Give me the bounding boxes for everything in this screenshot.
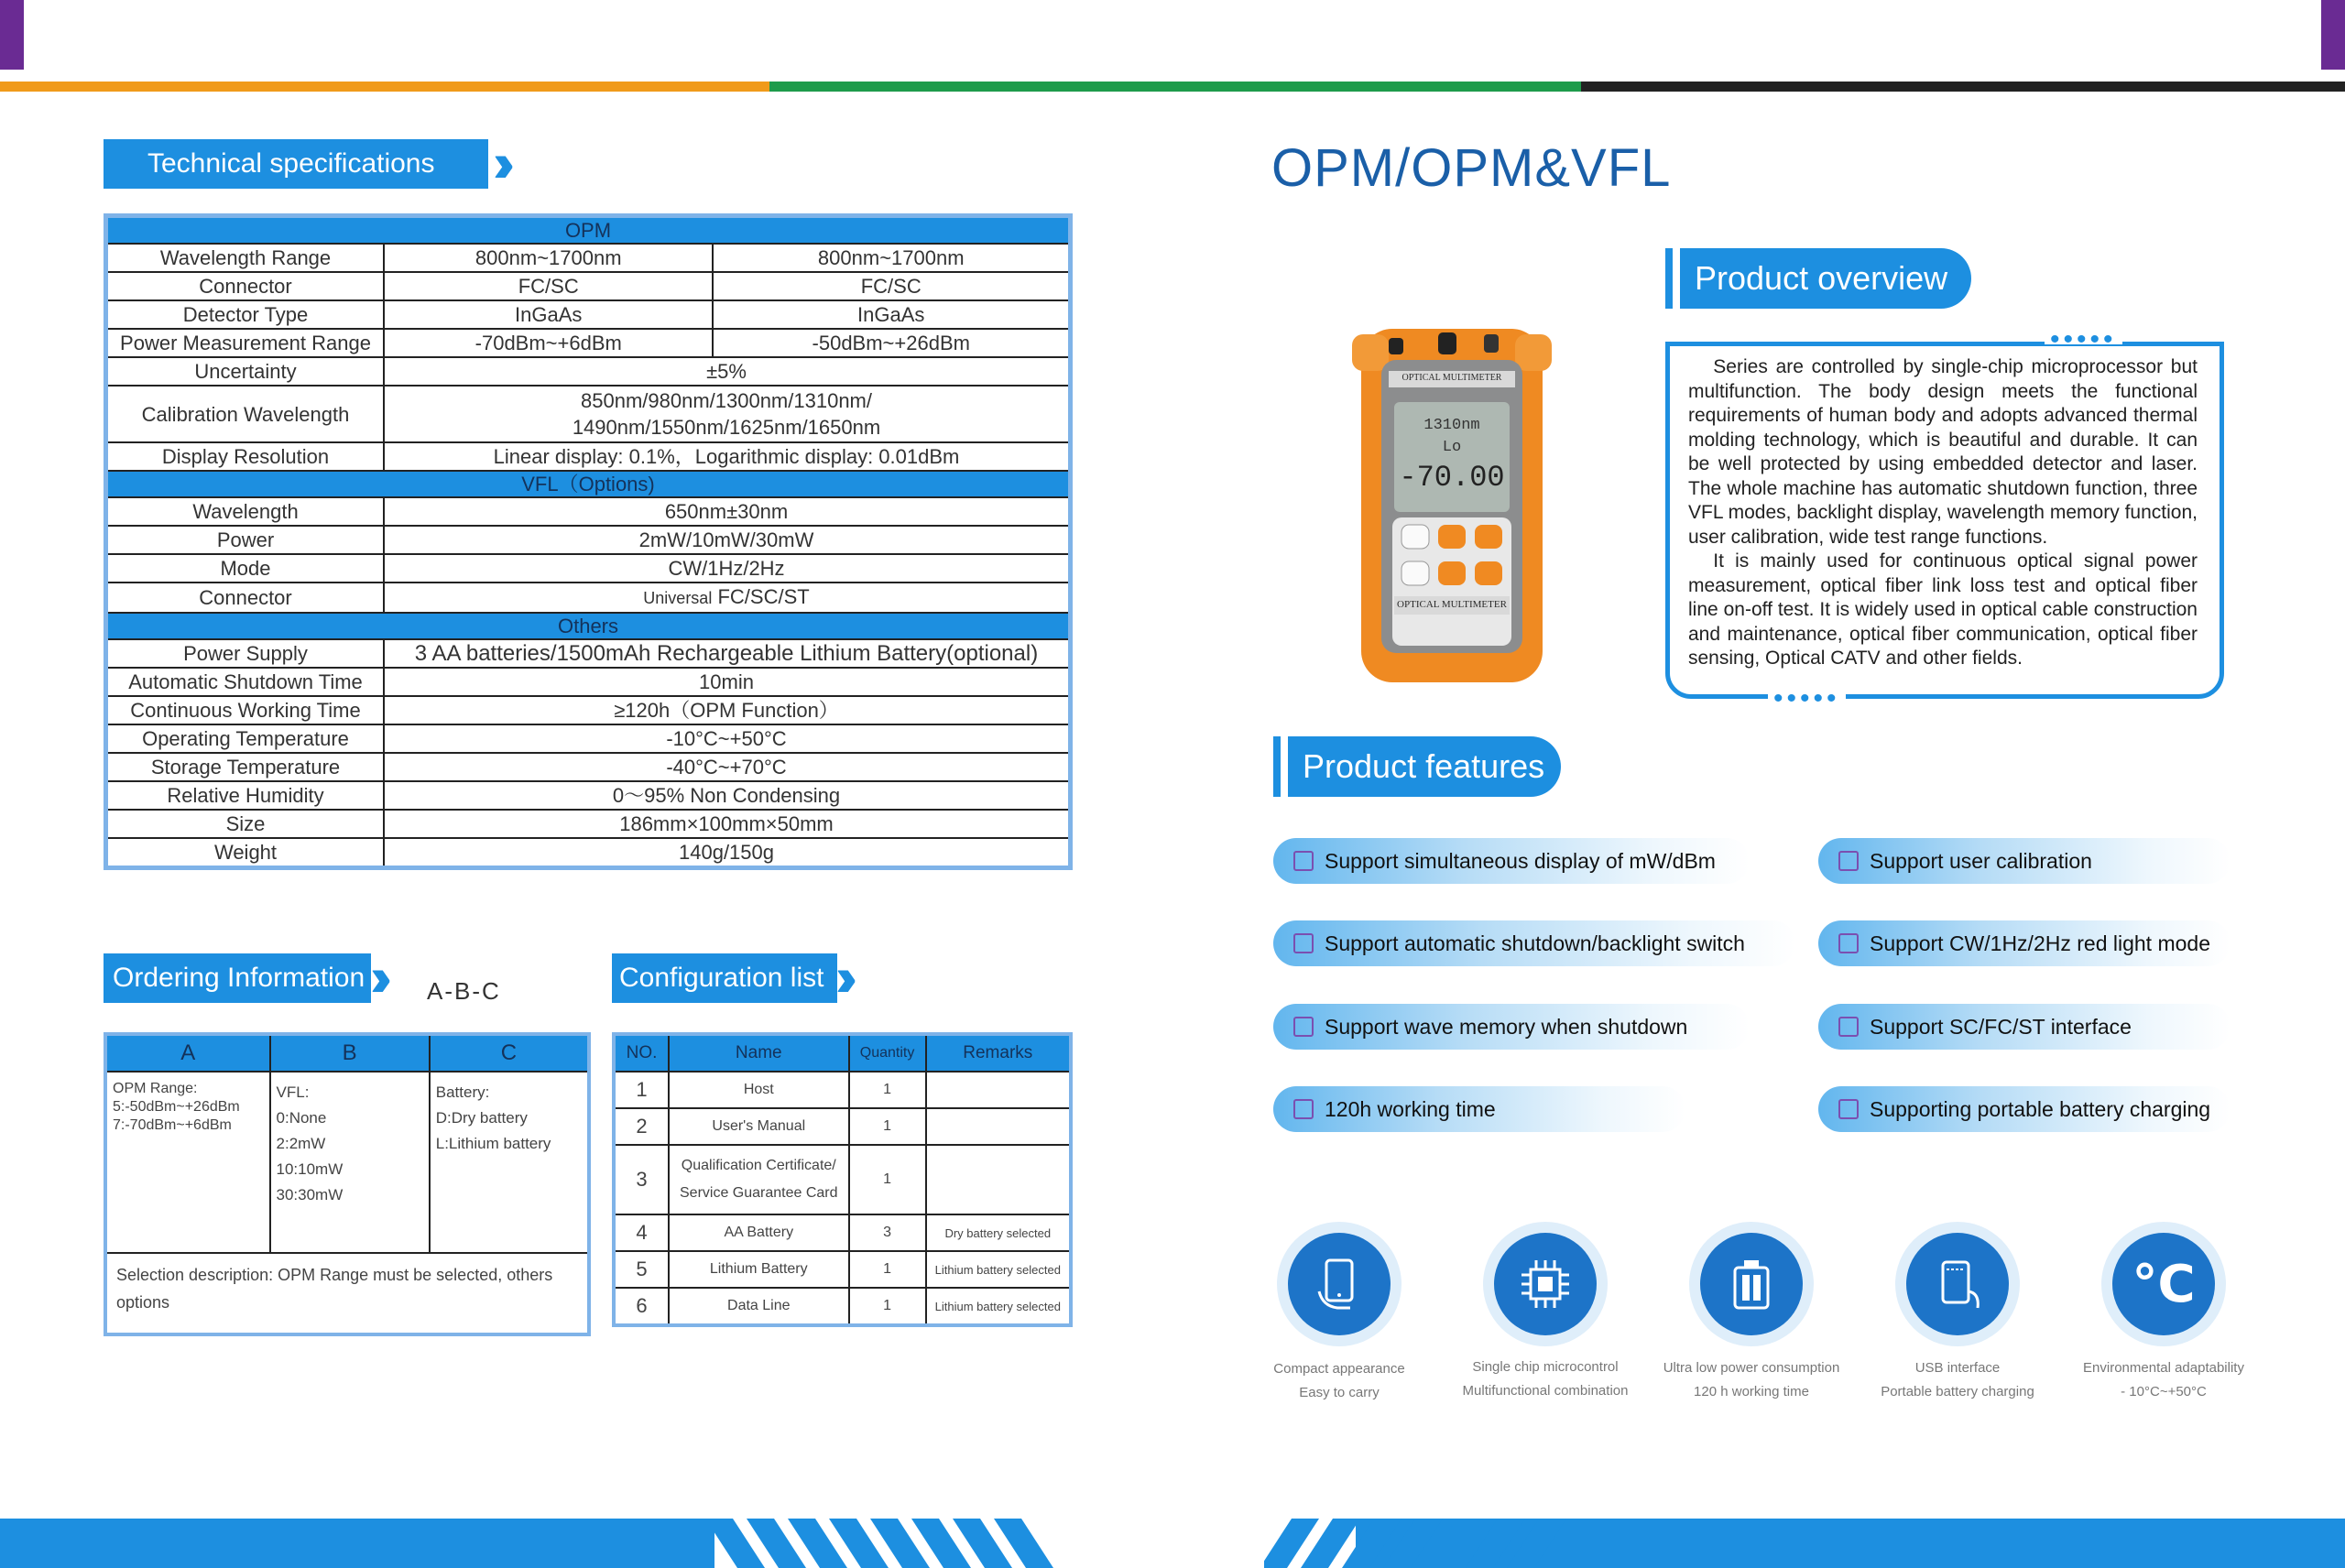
spec-section-vfl: VFL（Options) bbox=[106, 471, 1071, 497]
feature-item: Support SC/FC/ST interface bbox=[1818, 1004, 2230, 1050]
ordering-table: A B C OPM Range: 5:-50dBm~+26dBm 7:-70dBm~+6dBm VFL: 0:None 2:2mW 10:10mW 30:30mW Battery: D:Dry battery L:Lithium battery Selection description: OPM Range must be selected, others options bbox=[104, 1032, 591, 1336]
tech-spec-banner bbox=[104, 139, 488, 189]
ordering-note: Selection description: OPM Range must be selected, others options bbox=[105, 1253, 589, 1334]
ordering-title: Ordering Information bbox=[113, 963, 365, 993]
top-stripe-orange bbox=[0, 82, 769, 92]
feature-item: Support CW/1Hz/2Hz red light mode bbox=[1818, 920, 2230, 966]
device-screen-line2: Lo bbox=[1442, 439, 1462, 456]
config-title: Configuration list bbox=[619, 963, 824, 993]
device-image bbox=[1347, 316, 1557, 687]
table-row: 6 Data Line 1 Lithium battery selected bbox=[614, 1288, 1071, 1325]
checkbox-icon bbox=[1838, 851, 1859, 871]
icon-caption: Single chip microcontrol Multifunctional combination bbox=[1462, 1359, 1629, 1399]
chevrons-icon: ››› bbox=[493, 132, 498, 193]
feature-item: 120h working time bbox=[1273, 1086, 1685, 1132]
product-title: OPM/OPM&VFL bbox=[1271, 138, 1672, 198]
overview-box bbox=[1665, 342, 2224, 699]
overview-accent-bar bbox=[1665, 248, 1673, 309]
checkbox-icon bbox=[1293, 851, 1314, 871]
table-row: Continuous Working Time ≥120h（OPM Function） bbox=[106, 696, 1071, 724]
checkbox-icon bbox=[1838, 1017, 1859, 1037]
ordering-code: A-B-C bbox=[427, 977, 501, 1005]
top-left-corner-decoration bbox=[0, 0, 24, 70]
config-banner bbox=[612, 953, 837, 1003]
overview-paragraph-2: It is mainly used for continuous optical signal power measurement, optical fiber link loss test and optical fiber line on-off test. It is widely used in optical cable construction and maintenance, optical fiber communication, optical fiber sensing, Optical CATV and other fields. bbox=[1688, 550, 2198, 669]
top-stripe-green bbox=[769, 82, 1581, 92]
table-row: Wavelength Range 800nm~1700nm 800nm~1700nm bbox=[106, 244, 1071, 272]
top-stripe-dark bbox=[1581, 82, 2345, 92]
features-title: Product features bbox=[1303, 747, 1545, 785]
icon-caption: Compact appearance Easy to carry bbox=[1273, 1361, 1405, 1400]
icon-caption: Ultra low power consumption 120 h working time bbox=[1663, 1360, 1840, 1399]
spec-section-opm: OPM bbox=[106, 216, 1071, 245]
config-table: NO. Name Quantity Remarks 1 Host 1 2 User's Manual 1 3 Qualification Certificate/ Service Guarantee Card 1 4 AA Battery 3 Dry battery selected 5 Lithium Battery 1 Lithium battery selected 6 Data Line 1 Lithium battery selected bbox=[612, 1032, 1073, 1327]
table-row: Connector Universal FC/SC/ST bbox=[106, 583, 1071, 613]
checkbox-icon bbox=[1838, 1099, 1859, 1119]
feature-item: Supporting portable battery charging bbox=[1818, 1086, 2230, 1132]
table-row: 5 Lithium Battery 1 Lithium battery selected bbox=[614, 1251, 1071, 1288]
chip-icon bbox=[1483, 1222, 1608, 1346]
chevrons-icon: ››› bbox=[370, 946, 376, 1007]
chevrons-icon: ››› bbox=[835, 946, 841, 1007]
table-row: Wavelength 650nm±30nm bbox=[106, 497, 1071, 526]
tech-spec-title: Technical specifications bbox=[147, 148, 435, 179]
celsius-icon: °C bbox=[2101, 1222, 2226, 1346]
table-row: 4 AA Battery 3 Dry battery selected bbox=[614, 1214, 1071, 1251]
table-row: Calibration Wavelength 850nm/980nm/1300nm/1310nm/ 1490nm/1550nm/1625nm/1650nm bbox=[106, 386, 1071, 442]
table-row: 3 Qualification Certificate/ Service Guarantee Card 1 bbox=[614, 1145, 1071, 1214]
device-label-top: OPTICAL MULTIMETER bbox=[1402, 373, 1502, 383]
checkbox-icon bbox=[1838, 933, 1859, 953]
spec-section-others: Others bbox=[106, 613, 1071, 639]
ordering-col-b: VFL: 0:None 2:2mW 10:10mW 30:30mW bbox=[270, 1072, 430, 1253]
bottom-band bbox=[0, 1519, 2345, 1568]
dots-decoration: ••••• bbox=[1768, 694, 1846, 703]
table-row: Power 2mW/10mW/30mW bbox=[106, 526, 1071, 554]
device-label-bottom: OPTICAL MULTIMETER bbox=[1397, 599, 1507, 610]
feature-item: Support simultaneous display of mW/dBm bbox=[1273, 838, 1750, 884]
battery-icon bbox=[1689, 1222, 1814, 1346]
table-row: Uncertainty ±5% bbox=[106, 357, 1071, 386]
table-row: Mode CW/1Hz/2Hz bbox=[106, 554, 1071, 583]
top-right-corner-decoration bbox=[2321, 0, 2345, 70]
overview-title: Product overview bbox=[1695, 259, 1948, 297]
dots-decoration: ••••• bbox=[2045, 335, 2122, 344]
checkbox-icon bbox=[1293, 933, 1314, 953]
feature-item: Support user calibration bbox=[1818, 838, 2230, 884]
table-row: Power Measurement Range -70dBm~+6dBm -50dBm~+26dBm bbox=[106, 329, 1071, 357]
device-screen-line1: 1310nm bbox=[1423, 417, 1480, 434]
device-screen-value: -70.00 bbox=[1399, 461, 1505, 495]
icon-caption: USB interface Portable battery charging bbox=[1881, 1360, 2034, 1399]
ordering-col-c: Battery: D:Dry battery L:Lithium battery bbox=[430, 1072, 589, 1253]
ordering-col-a: OPM Range: 5:-50dBm~+26dBm 7:-70dBm~+6dBm bbox=[105, 1072, 270, 1253]
table-row: Relative Humidity 0～95% Non Condensing bbox=[106, 781, 1071, 810]
ordering-banner bbox=[104, 953, 371, 1003]
table-row: 1 Host 1 bbox=[614, 1072, 1071, 1108]
feature-item: Support automatic shutdown/backlight switch bbox=[1273, 920, 1795, 966]
table-row: Automatic Shutdown Time 10min bbox=[106, 668, 1071, 696]
icon-caption: Environmental adaptability - 10°C~+50°C bbox=[2083, 1360, 2244, 1399]
table-row: Operating Temperature -10°C~+50°C bbox=[106, 724, 1071, 753]
table-row: Connector FC/SC FC/SC bbox=[106, 272, 1071, 300]
checkbox-icon bbox=[1293, 1017, 1314, 1037]
table-row: Display Resolution Linear display: 0.1%，Logarithmic display: 0.01dBm bbox=[106, 442, 1071, 471]
usb-icon bbox=[1895, 1222, 2020, 1346]
checkbox-icon bbox=[1293, 1099, 1314, 1119]
table-row: Detector Type InGaAs InGaAs bbox=[106, 300, 1071, 329]
overview-paragraph-1: Series are controlled by single-chip microprocessor but multifunction. The body design meets the functional requirements of human body and adopts advanced thermal molding technology, which is beautiful and durable. It can be well protected by using embedded detector and laser. The whole machine has automatic shutdown function, three VFL modes, backlight display, wavelength memory function, user calibration, wide test range functions. bbox=[1688, 356, 2198, 548]
spec-table bbox=[104, 213, 1073, 870]
overview-banner bbox=[1680, 248, 1971, 309]
features-banner bbox=[1288, 736, 1561, 797]
hand-phone-icon bbox=[1277, 1222, 1402, 1346]
table-row: Storage Temperature -40°C~+70°C bbox=[106, 753, 1071, 781]
feature-item: Support wave memory when shutdown bbox=[1273, 1004, 1750, 1050]
table-row: Size 186mm×100mm×50mm bbox=[106, 810, 1071, 838]
table-row: Power Supply 3 AA batteries/1500mAh Rechargeable Lithium Battery(optional) bbox=[106, 639, 1071, 668]
features-accent-bar bbox=[1273, 736, 1281, 797]
table-row: 2 User's Manual 1 bbox=[614, 1108, 1071, 1145]
table-row: Weight 140g/150g bbox=[106, 838, 1071, 868]
